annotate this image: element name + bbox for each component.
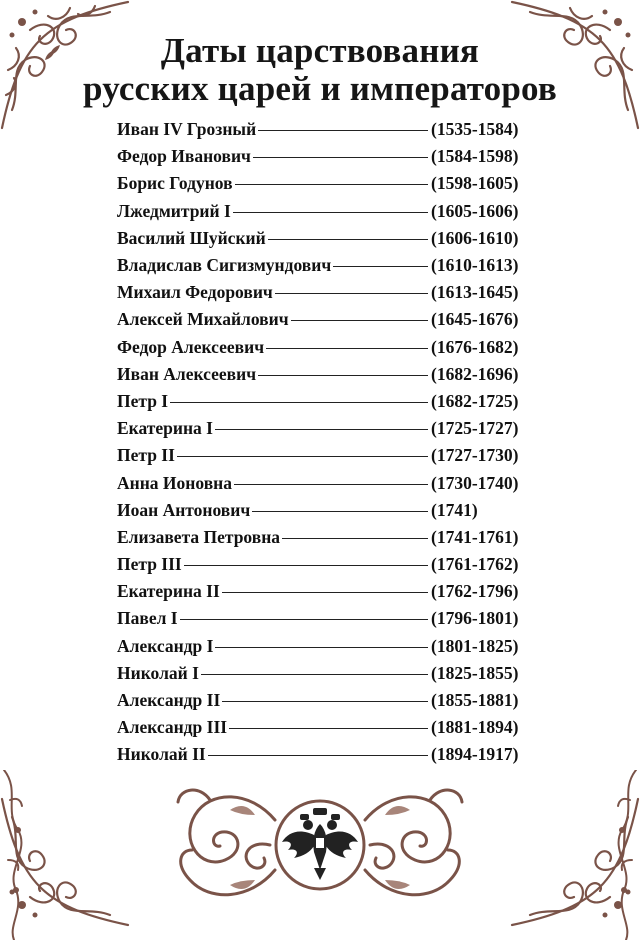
leader-line <box>291 320 428 321</box>
ruler-row <box>117 714 535 741</box>
leader-line <box>208 755 428 756</box>
ruler-name: Николай I <box>117 662 199 683</box>
leader-line <box>258 375 428 376</box>
leader-line <box>215 647 428 648</box>
leader-line <box>234 484 428 485</box>
ruler-name: Александр III <box>117 717 228 738</box>
leader-line <box>266 348 428 349</box>
ruler-name: Василий Шуйский <box>117 227 266 248</box>
ruler-row <box>117 497 535 524</box>
ruler-name: Александр I <box>117 635 214 656</box>
leader-line <box>177 456 428 457</box>
reign-dates: (1584-1598) <box>431 146 519 167</box>
ruler-row <box>117 334 535 361</box>
ruler-name: Федор Иванович <box>117 146 251 167</box>
title-line-2: русских царей и императоров <box>83 69 557 108</box>
reign-dates: (1535-1584) <box>431 119 519 140</box>
ruler-name: Федор Алексеевич <box>117 336 265 357</box>
ruler-name: Лжедмитрий I <box>117 200 231 221</box>
leader-line <box>282 538 428 539</box>
reign-dates: (1676-1682) <box>431 336 519 357</box>
ruler-row <box>117 361 535 388</box>
leader-line <box>184 565 428 566</box>
ruler-name: Екатерина I <box>117 418 213 439</box>
rulers-list <box>117 116 535 769</box>
leader-line <box>222 592 428 593</box>
ruler-row <box>117 170 535 197</box>
leader-line <box>235 184 428 185</box>
ruler-row <box>117 198 535 225</box>
ruler-name: Елизавета Петровна <box>117 526 281 547</box>
ruler-name: Александр II <box>117 690 221 711</box>
ruler-row <box>117 687 535 714</box>
ruler-row <box>117 551 535 578</box>
leader-line <box>233 212 428 213</box>
ruler-row <box>117 578 535 605</box>
ruler-row <box>117 306 535 333</box>
reign-dates: (1645-1676) <box>431 309 519 330</box>
ruler-name: Николай II <box>117 744 206 765</box>
leader-line <box>275 293 428 294</box>
reign-dates: (1598-1605) <box>431 173 519 194</box>
ruler-name: Иван IV Грозный <box>117 119 257 140</box>
ruler-row <box>117 633 535 660</box>
leader-line <box>180 619 428 620</box>
ruler-name: Петр I <box>117 390 169 411</box>
reign-dates: (1761-1762) <box>431 554 519 575</box>
ruler-row <box>117 279 535 306</box>
ruler-name: Иоан Антонович <box>117 499 251 520</box>
reign-dates: (1894-1917) <box>431 744 519 765</box>
ruler-name: Борис Годунов <box>117 173 233 194</box>
ruler-row <box>117 469 535 496</box>
ruler-name: Анна Ионовна <box>117 472 232 493</box>
reign-dates: (1762-1796) <box>431 581 519 602</box>
ruler-name: Петр II <box>117 445 175 466</box>
leader-line <box>229 728 428 729</box>
vine-border-icon <box>610 770 640 940</box>
ruler-row <box>117 225 535 252</box>
reign-dates: (1613-1645) <box>431 282 519 303</box>
ruler-name: Владислав Сигизмундович <box>117 255 332 276</box>
ruler-row <box>117 143 535 170</box>
reign-dates: (1825-1855) <box>431 662 519 683</box>
ruler-row <box>117 524 535 551</box>
ruler-name: Петр III <box>117 554 182 575</box>
ruler-name: Павел I <box>117 608 178 629</box>
bottom-ornament <box>170 780 470 910</box>
ruler-row <box>117 415 535 442</box>
ruler-row <box>117 252 535 279</box>
reign-dates: (1881-1894) <box>431 717 519 738</box>
ruler-row <box>117 605 535 632</box>
reign-dates: (1796-1801) <box>431 608 519 629</box>
leader-line <box>222 701 428 702</box>
ruler-name: Алексей Михайлович <box>117 309 289 330</box>
reign-dates: (1605-1606) <box>431 200 519 221</box>
ruler-name: Иван Алексеевич <box>117 363 257 384</box>
reign-dates: (1801-1825) <box>431 635 519 656</box>
leader-line <box>333 266 428 267</box>
ruler-name: Михаил Федорович <box>117 282 273 303</box>
reign-dates: (1727-1730) <box>431 445 519 466</box>
ruler-row <box>117 660 535 687</box>
reign-dates: (1741-1761) <box>431 526 519 547</box>
reign-dates: (1741) <box>431 499 478 520</box>
leader-line <box>253 157 428 158</box>
vine-border-icon <box>0 770 30 940</box>
leader-line <box>201 674 428 675</box>
reign-dates: (1682-1725) <box>431 390 519 411</box>
ruler-name: Екатерина II <box>117 581 220 602</box>
reign-dates: (1682-1696) <box>431 363 519 384</box>
ruler-row <box>117 388 535 415</box>
ruler-row <box>117 116 535 143</box>
title-line-1: Даты царствования <box>160 31 480 70</box>
reign-dates: (1730-1740) <box>431 472 519 493</box>
ruler-row <box>117 741 535 768</box>
leader-line <box>268 239 428 240</box>
page-title <box>0 32 640 108</box>
leader-line <box>258 130 428 131</box>
leader-line <box>252 511 428 512</box>
leader-line <box>215 429 428 430</box>
reign-dates: (1606-1610) <box>431 227 519 248</box>
leader-line <box>170 402 428 403</box>
ruler-row <box>117 442 535 469</box>
reign-dates: (1855-1881) <box>431 690 519 711</box>
reign-dates: (1610-1613) <box>431 255 519 276</box>
reign-dates: (1725-1727) <box>431 418 519 439</box>
